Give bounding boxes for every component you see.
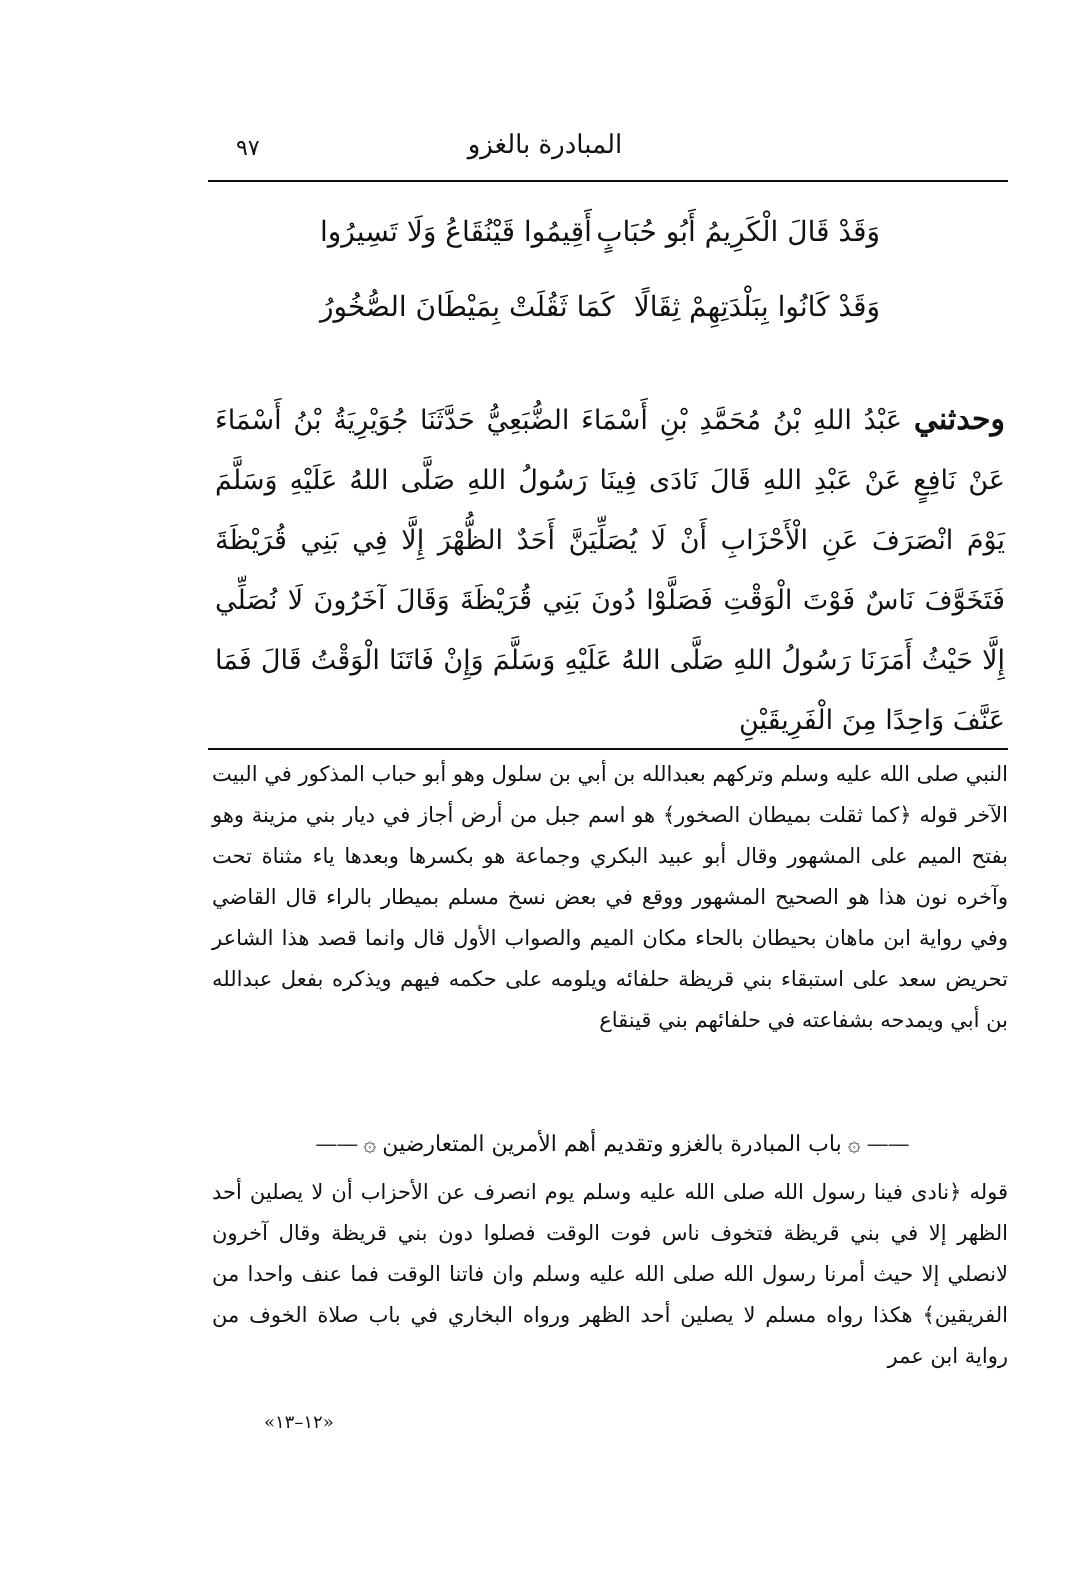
ornament-left-icon: ۞: [363, 1131, 377, 1157]
heading-dash-right: ——: [866, 1131, 909, 1157]
running-title: المبادرة بالغزو: [467, 130, 623, 160]
chapter-heading-text: باب المبادرة بالغزو وتقديم أهم الأمرين المتعارضين: [382, 1131, 842, 1157]
signature-mark: «١٢–١٣»: [264, 1412, 334, 1433]
verse-line-1: [320, 215, 880, 265]
verse-line-2: [320, 290, 880, 340]
footnote-rule: [208, 748, 1008, 750]
commentary-paragraph-1: النبي صلى الله عليه وسلم وتركهم بعبدالله بن أبي بن سلول وهو أبو حباب المذكور في البيت الآخر قوله ﴿كما ثقلت بميطان الصخور﴾ هو اسم جبل من أرض أجاز في ديار بني مزينة وهو بفتح الميم على المشهور وقال أبو عبيد البكري وجماعة هو بكسرها وبعدها ياء مثناة تحت وآخره نون هذا هو الصحيح المشهور ووقع في بعض نسخ مسلم بميطار بالراء قال القاضي وفي رواية ابن ماهان بحيطان بالحاء مكان الميم والصواب الأول قال وانما قصد هذا الشاعر تحريض سعد على استبقاء بني قريظة حلفائه ويلومه على حكمه فيهم ويذكره بفعل عبدالله بن أبي ويمدحه بشفاعته في حلفائهم بني قينقاع: [212, 762, 1008, 1032]
commentary-paragraph-2: قوله ﴿نادى فينا رسول الله صلى الله عليه وسلم يوم انصرف عن الأحزاب أن لا يصلين أحد الظهر إلا في بني قريظة فتخوف ناس فوت الوقت فصلوا دون بني قريظة وقال آخرون لانصلي إلا حيث أمرنا رسول الله صلى الله عليه وسلم وان فاتنا الوقت فما عنف واحدا من الفريقين﴾ هكذا رواه مسلم لا يصلين أحد الظهر ورواه البخاري في باب صلاة الخوف من رواية ابن عمر: [212, 1180, 1008, 1368]
chapter-heading: [262, 1122, 962, 1166]
header-rule: [208, 180, 1008, 182]
page-number: ٩٧: [236, 136, 260, 161]
ornament-right-icon: ۞: [847, 1131, 861, 1157]
hadith-lead-word: وحدثني: [913, 402, 1005, 437]
verse-2-first-hemistich: وَقَدْ كَانُوا بِبَلْدَتِهِمْ ثِقَالًا: [633, 290, 880, 323]
verse-2-second-hemistich: كَمَا ثَقُلَتْ بِمَيْطَانَ الصُّخُورُ: [320, 290, 615, 323]
hadith-text: [215, 390, 1005, 751]
verse-1-first-hemistich: وَقَدْ قَالَ الْكَرِيمُ أَبُو حُبَابٍ: [596, 215, 880, 248]
hadith-body: عَبْدُ اللهِ بْنُ مُحَمَّدِ بْنِ أَسْمَاءَ الضُّبَعِيُّ حَدَّثَنَا جُوَيْرِيَةُ بْنُ أَسْمَاءَ عَنْ نَافِعٍ عَنْ عَبْدِ اللهِ قَالَ نَادَى فِينَا رَسُولُ اللهِ صَلَّى اللهُ عَلَيْهِ وَسَلَّمَ يَوْمَ انْصَرَفَ عَنِ الْأَحْزَابِ أَنْ لَا يُصَلِّيَنَّ أَحَدٌ الظُّهْرَ إِلَّا فِي بَنِي قُرَيْظَةَ فَتَخَوَّفَ نَاسٌ فَوْتَ الْوَقْتِ فَصَلَّوْا دُونَ بَنِي قُرَيْظَةَ وَقَالَ آخَرُونَ لَا نُصَلِّي إِلَّا حَيْثُ أَمَرَنَا رَسُولُ اللهِ صَلَّى اللهُ عَلَيْهِ وَسَلَّمَ وَإِنْ فَاتَنَا الْوَقْتُ قَالَ فَمَا عَنَّفَ وَاحِدًا مِنَ الْفَرِيقَيْنِ: [215, 405, 1005, 736]
heading-dash-left: ——: [315, 1131, 358, 1157]
verse-1-second-hemistich: أَقِيمُوا قَيْنُقَاعُ وَلَا تَسِيرُوا: [320, 215, 592, 248]
